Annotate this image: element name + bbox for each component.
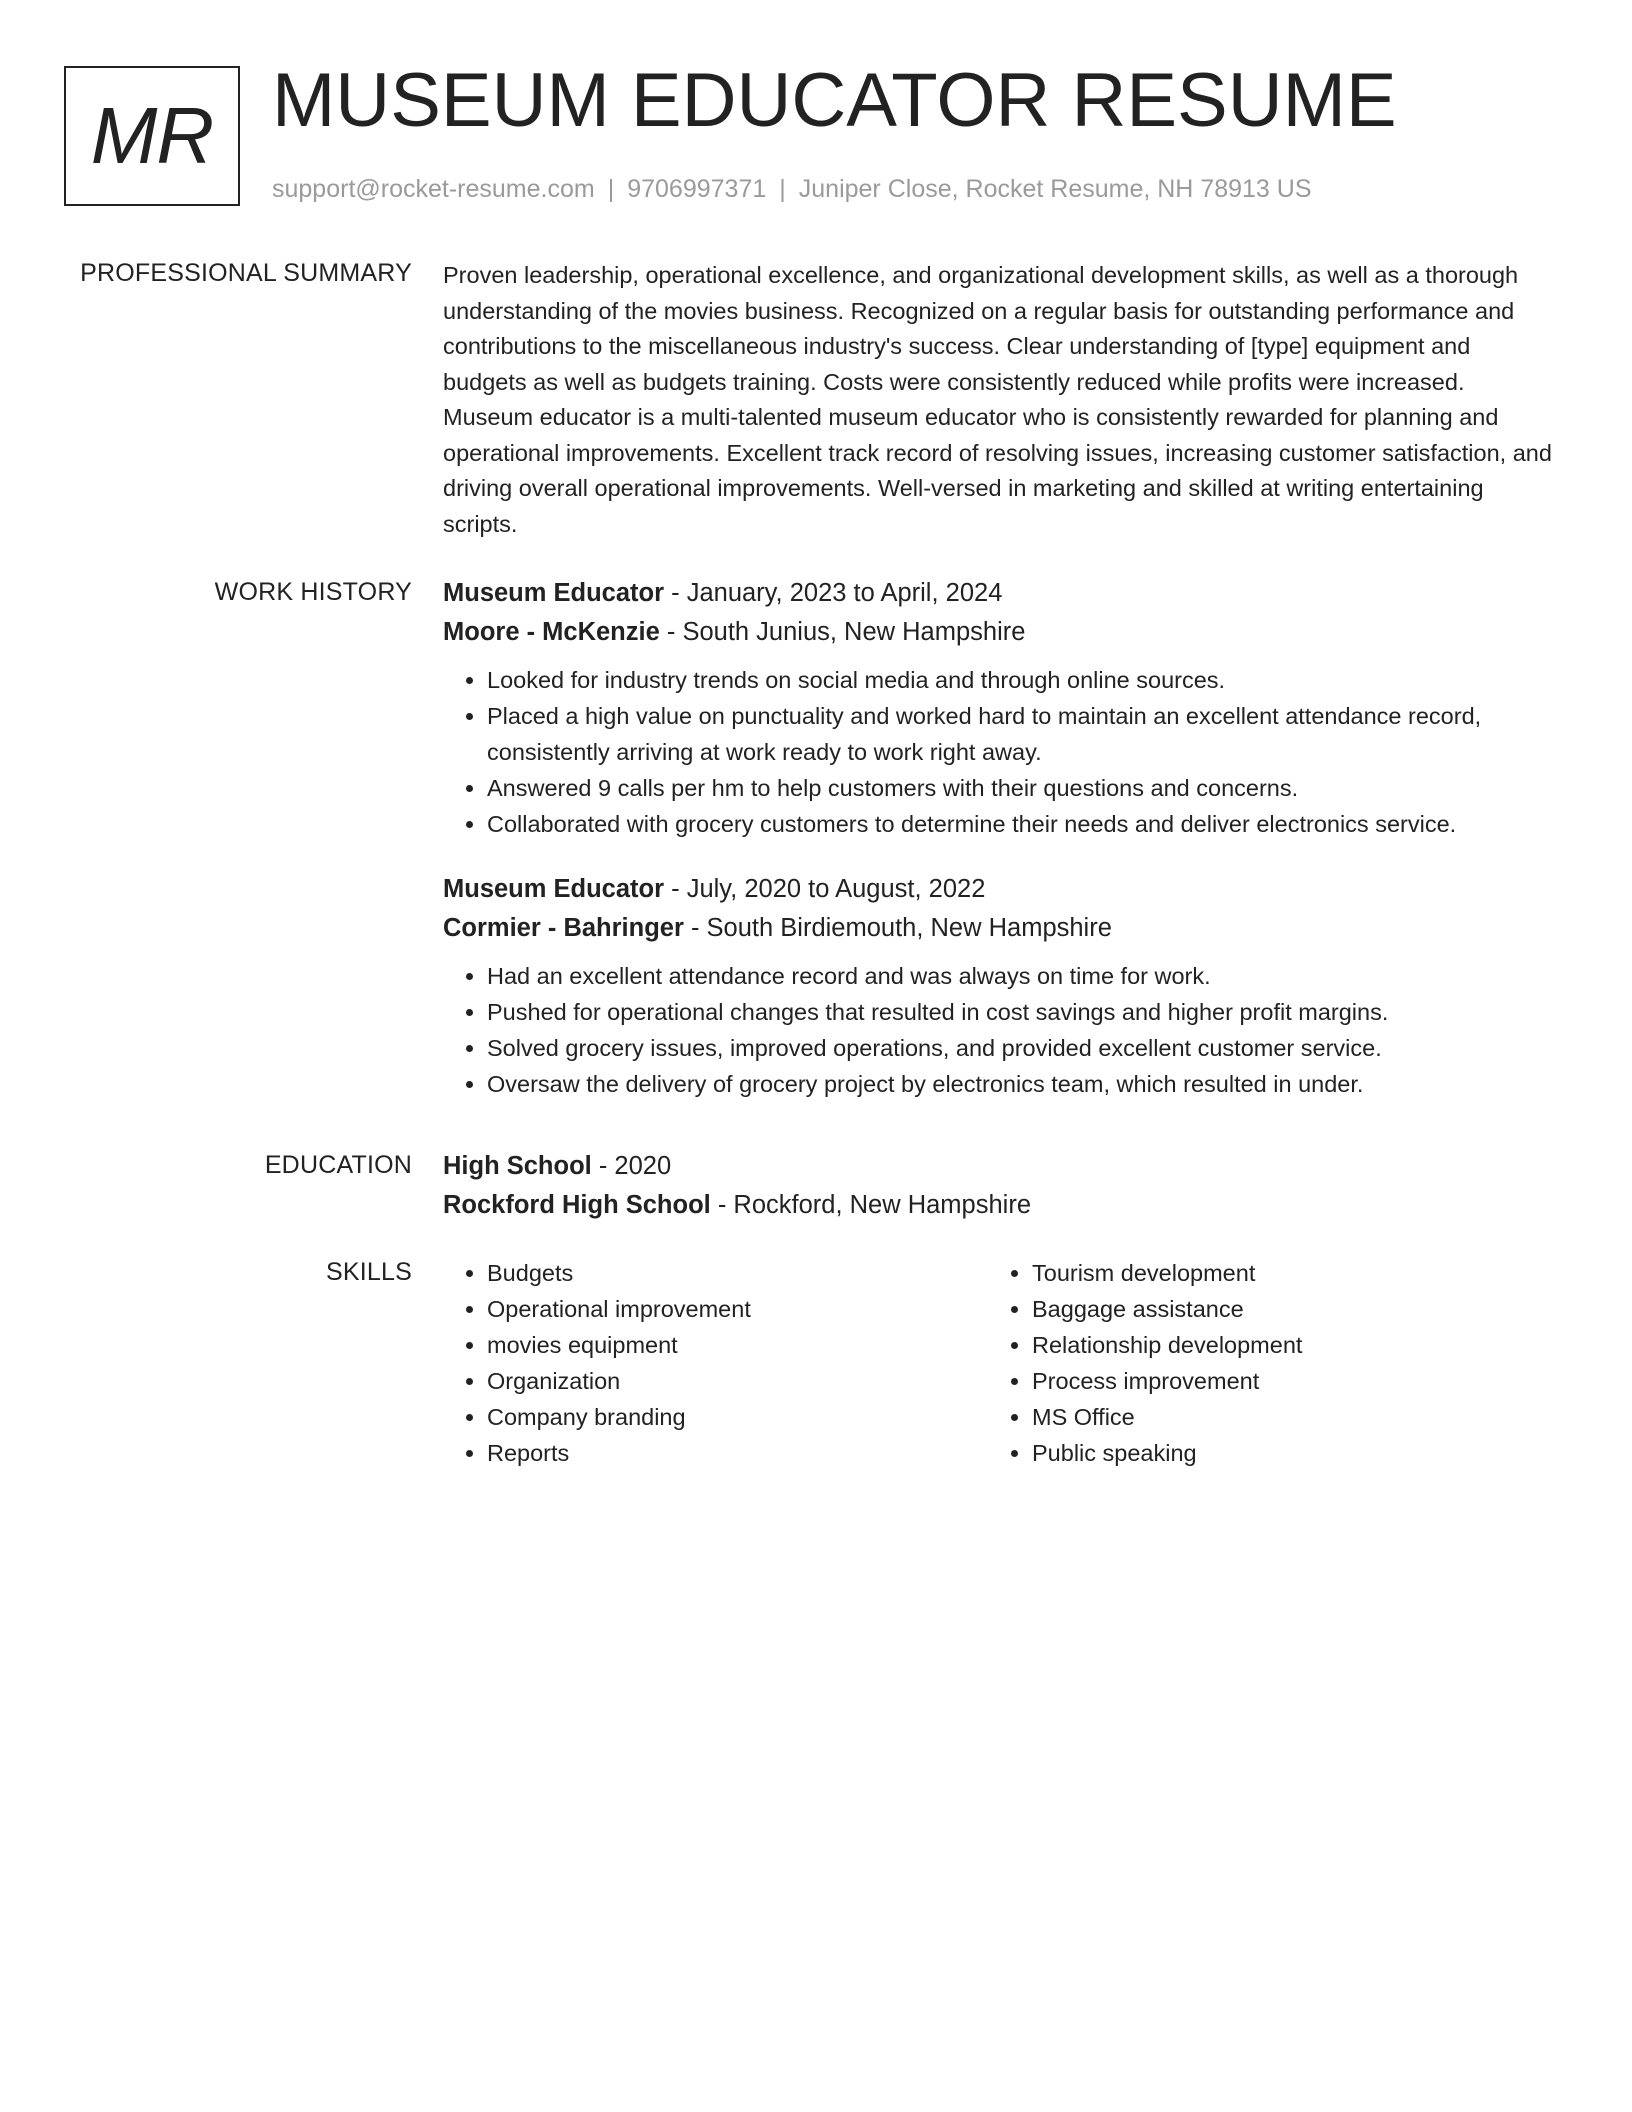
work-history-body [443, 574, 1553, 1102]
education-school: Rockford High School [443, 1191, 711, 1219]
skills-list-right [988, 1255, 1533, 1471]
list-item: • Relationship development [1032, 1327, 1533, 1363]
summary-body [443, 258, 1553, 542]
list-item: • Pushed for operational changes that resulted in cost savings and higher profit margins. [487, 994, 1553, 1030]
list-item: • Company branding [487, 1399, 988, 1435]
list-item: • Operational improvement [487, 1291, 988, 1327]
list-item: • Had an excellent attendance record and was always on time for work. [487, 958, 1553, 994]
job-location: - South Junius, New Hampshire [659, 618, 1026, 646]
section-label-education: EDUCATION [264, 1151, 412, 1179]
list-item: • Budgets [487, 1255, 988, 1291]
list-item: • movies equipment [487, 1327, 988, 1363]
job-title-line [443, 574, 1553, 613]
list-item: • MS Office [1032, 1399, 1533, 1435]
job-location: - South Birdiemouth, New Hampshire [683, 914, 1112, 942]
skills-list-left [443, 1255, 988, 1471]
job-entry [443, 574, 1553, 842]
list-item: • Collaborated with grocery customers to determine their needs and deliver electronics service. [487, 806, 1553, 842]
monogram-box [64, 66, 240, 206]
job-bullets [443, 958, 1553, 1102]
list-item: • Placed a high value on punctuality and worked hard to maintain an excellent attendance record, consistently arriving at work ready to work right away. [487, 698, 1553, 770]
skills-body [443, 1255, 1553, 1471]
education-degree-line [443, 1147, 1553, 1186]
contact-separator: | [779, 175, 786, 203]
education-school-line [443, 1186, 1553, 1225]
job-title: Museum Educator [443, 579, 665, 607]
job-entry [443, 870, 1553, 1102]
job-company: Cormier - Bahringer [443, 914, 684, 942]
summary-text: Proven leadership, operational excellence, and organizational development skills, as well as a thorough understanding of the movies business. Recognized on a regular basis for outstanding performance and contributions to the miscellaneous industry's success. Clear understanding of [type] equipment and budgets as well as budgets training. Costs were consistently reduced while profits were increased. Museum educator is a multi-talented museum educator who is consistently rewarded for planning and operational improvements. Excellent track record of resolving issues, increasing customer satisfaction, and driving overall operational improvements. Well-versed in marketing and skilled at writing entertaining scripts. [443, 262, 1552, 537]
section-label-summary: PROFESSIONAL SUMMARY [80, 259, 412, 287]
section-label-work-history: WORK HISTORY [214, 578, 412, 606]
section-label-skills: SKILLS [326, 1258, 412, 1286]
skills-columns [443, 1255, 1553, 1471]
job-bullets [443, 662, 1553, 842]
education-body [443, 1147, 1553, 1225]
job-title: Museum Educator [443, 875, 665, 903]
list-item: • Process improvement [1032, 1363, 1533, 1399]
job-company-line [443, 909, 1553, 948]
list-item: • Answered 9 calls per hm to help customers with their questions and concerns. [487, 770, 1553, 806]
job-dates: - July, 2020 to August, 2022 [664, 875, 986, 903]
list-item: • Tourism development [1032, 1255, 1533, 1291]
contact-separator: | [607, 175, 615, 203]
skills-column-right [988, 1255, 1533, 1471]
job-dates: - January, 2023 to April, 2024 [664, 579, 1003, 607]
job-title-line [443, 870, 1553, 909]
list-item: • Reports [487, 1435, 988, 1471]
list-item: • Public speaking [1032, 1435, 1533, 1471]
education-year: - 2020 [591, 1152, 672, 1180]
list-item: • Baggage assistance [1032, 1291, 1533, 1327]
list-item: • Oversaw the delivery of grocery project by electronics team, which resulted in under. [487, 1066, 1553, 1102]
list-item: • Solved grocery issues, improved operations, and provided excellent customer service. [487, 1030, 1553, 1066]
list-item: • Looked for industry trends on social media and through online sources. [487, 662, 1553, 698]
education-location: - Rockford, New Hampshire [710, 1191, 1032, 1219]
skills-column-left [443, 1255, 988, 1471]
job-company-line [443, 613, 1553, 652]
resume-title: MUSEUM EDUCATOR RESUME [272, 58, 1397, 143]
contact-phone: 9706997371 [627, 175, 767, 203]
contact-address: Juniper Close, Rocket Resume, NH 78913 US [798, 175, 1312, 203]
education-degree: High School [443, 1152, 592, 1180]
job-company: Moore - McKenzie [443, 618, 660, 646]
contact-line [272, 172, 1312, 206]
contact-email: support@rocket-resume.com [272, 175, 595, 203]
monogram-initials: MR [90, 91, 214, 180]
list-item: • Organization [487, 1363, 988, 1399]
